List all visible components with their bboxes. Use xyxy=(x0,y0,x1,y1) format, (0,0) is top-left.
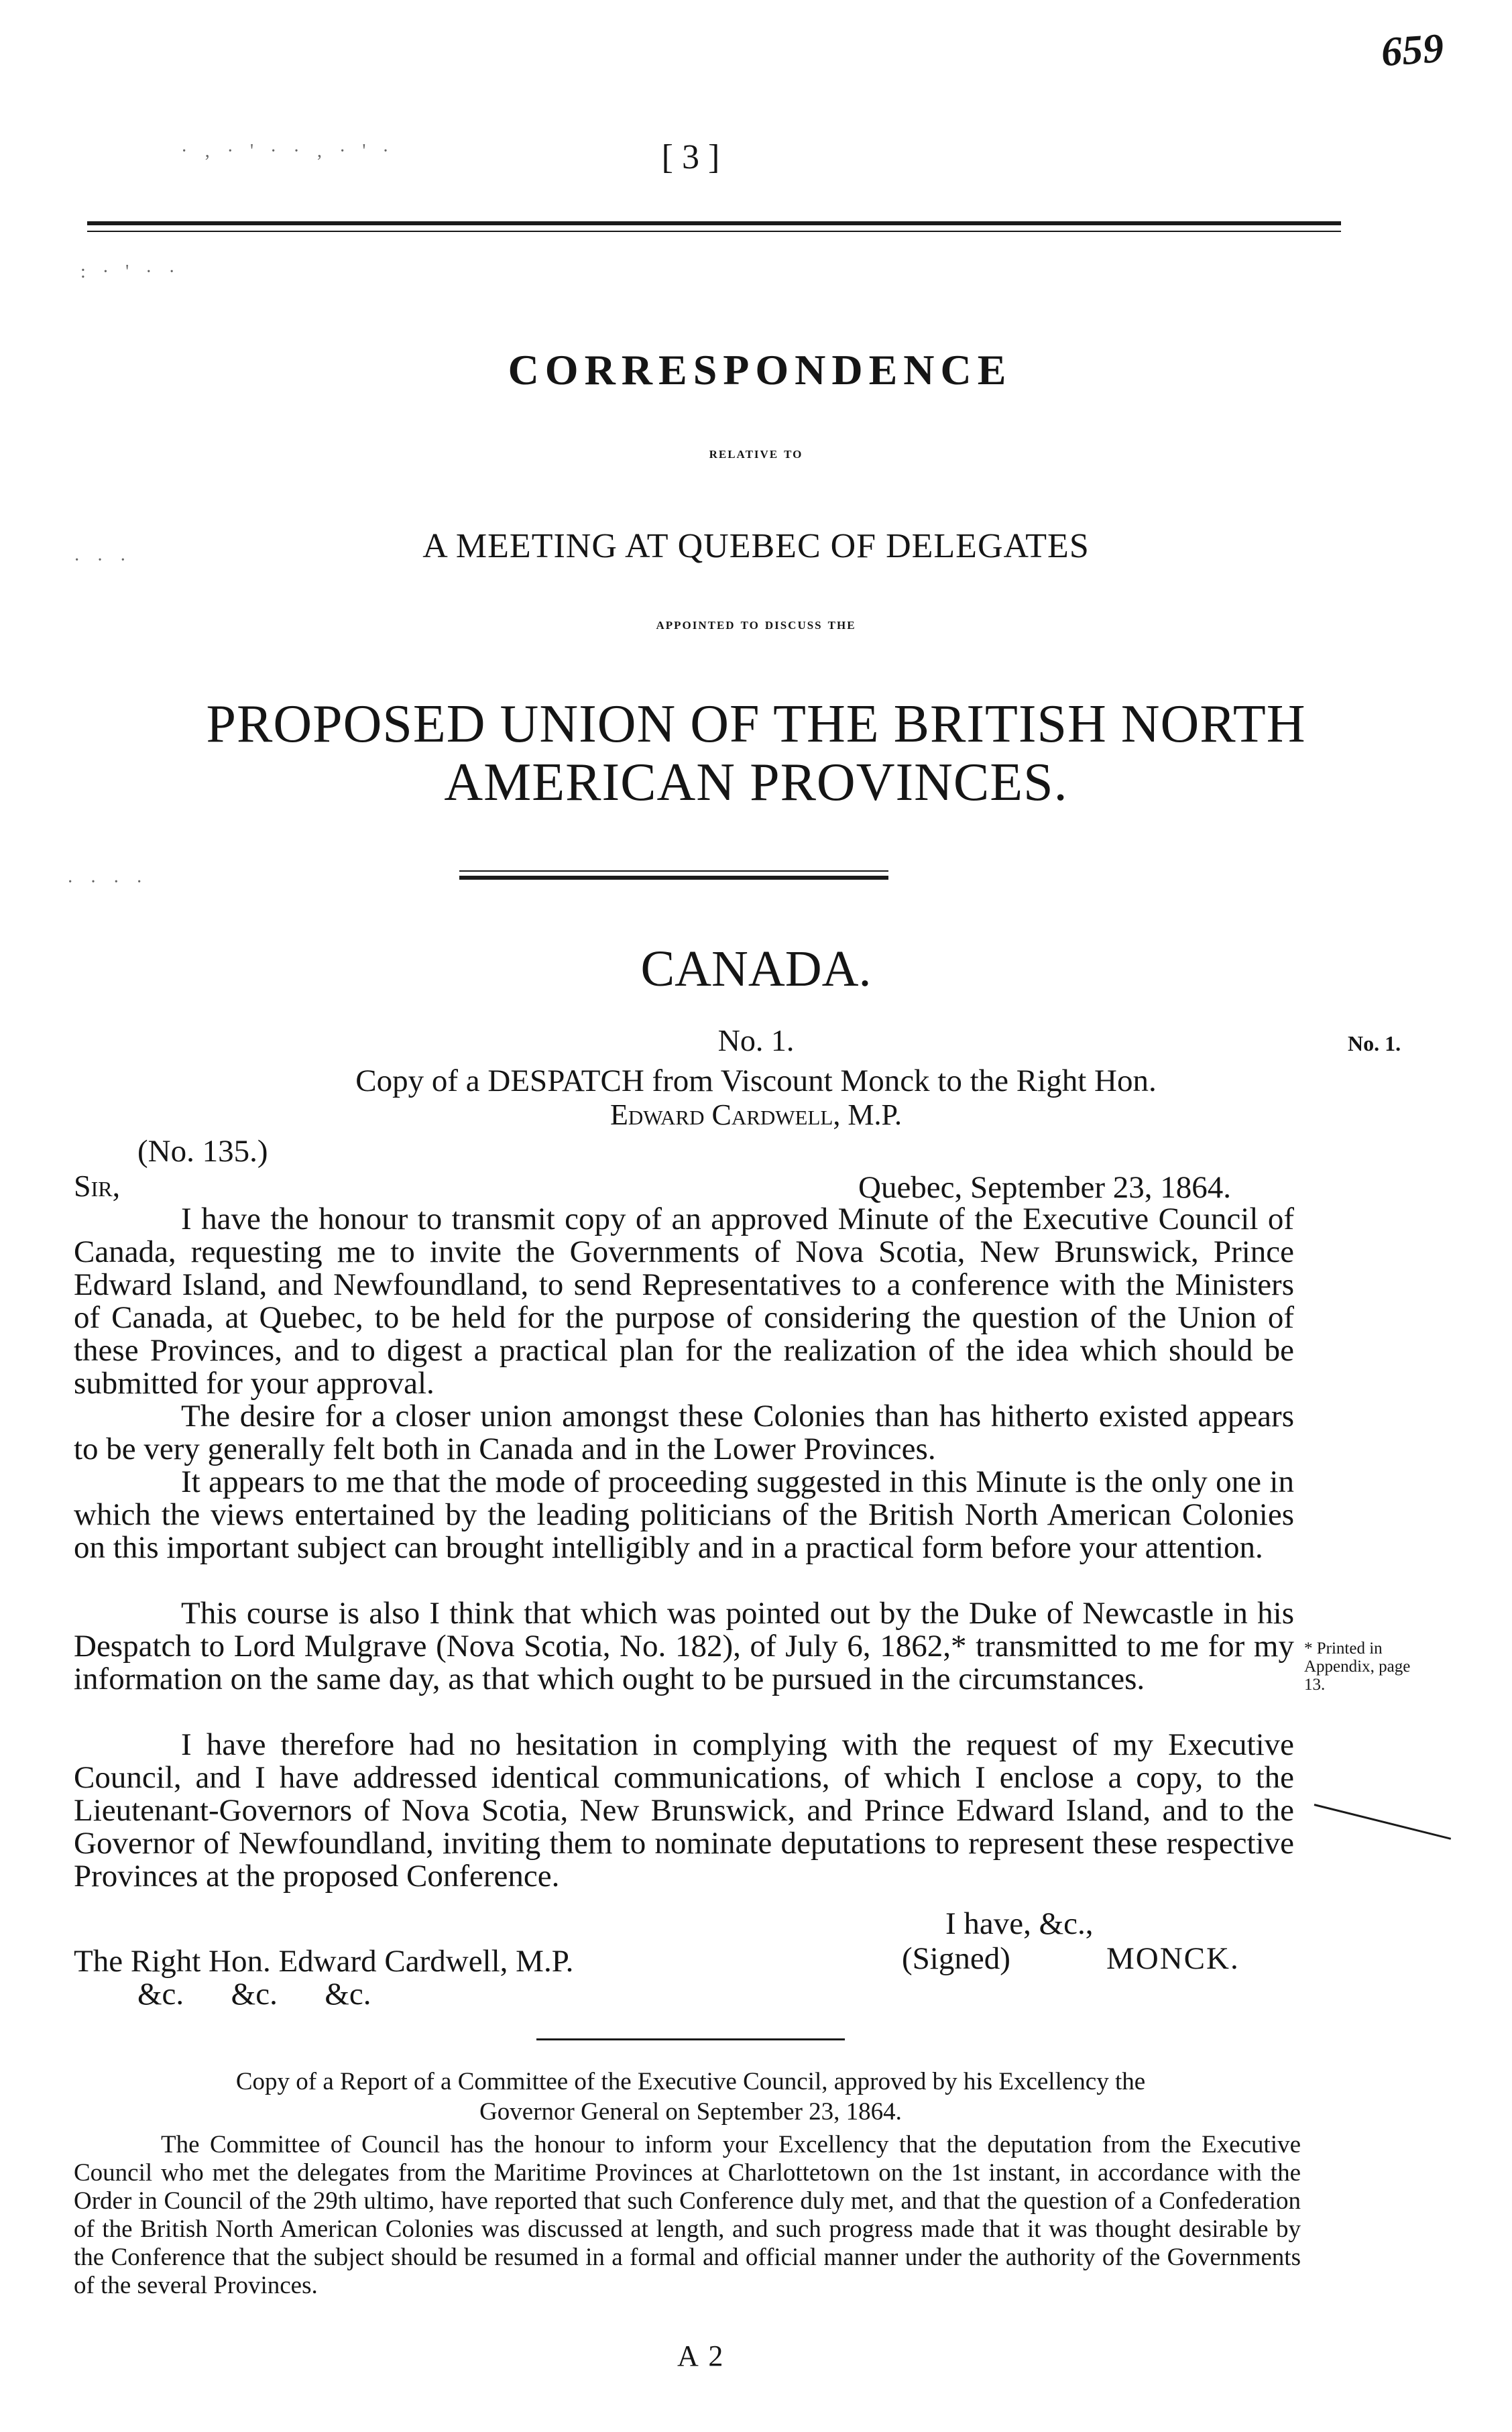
despatch-paragraph: The desire for a closer union amongst these Colonies than has hitherto existed appears to be very generally felt both in Canada and in the Lower Provinces. xyxy=(74,1399,1294,1466)
header-rule-thin xyxy=(87,231,1341,232)
title-appointed: appointed to discuss the xyxy=(656,616,856,633)
header-rule-thick xyxy=(87,221,1341,225)
signature-mark: A 2 xyxy=(677,2339,725,2372)
place-date: Quebec, September 23, 1864. xyxy=(858,1170,1232,1205)
scan-specks: · ‚ · ' · · ‚ · ' · xyxy=(181,141,395,162)
scan-specks: · · · xyxy=(74,550,132,571)
report-heading-line1: Copy of a Report of a Committee of the Executive Council, approved by his Excellency the xyxy=(235,2068,1146,2095)
report-paragraph: The Committee of Council has the honour to inform your Excellency that the deputation from the Executive Council who met the delegates from the Maritime Provinces at Charlottetown on the 1st instant, in accordance with the Order in Council of the 29th ultimo, have reported that such Conference duly met, and that the question of a Confederation of the British North American Colonies was discussed at length, and such progress made that it was thought desirable by the Conference that the subject should be resumed in a formal and official manner under the authority of the Governments of the several Provinces. xyxy=(74,2131,1301,2299)
title-relative-to: relative to xyxy=(709,445,803,462)
salutation: Sir, xyxy=(74,1169,121,1203)
closing-line: I have, &c., xyxy=(945,1906,1094,1941)
margin-note-appendix: * Printed in Appendix, page 13. xyxy=(1304,1639,1411,1694)
margin-despatch-number: No. 1. xyxy=(1348,1031,1401,1055)
despatch-paragraph: I have the honour to transmit copy of an approved Minute of the Executive Council of Canada, requesting me to invite the Governments of Nova Scotia, New Brunswick, Prince Edward Island, and Newfoundland, to send Representatives to a conference with the Ministers of Canada, at Quebec, to be held for the purpose of considering the question of the Union of these Provinces, and to digest a practical plan for the realization of the idea which should be submitted for your approval. xyxy=(74,1202,1294,1401)
section-divider xyxy=(536,2038,845,2040)
title-rule-thin xyxy=(459,870,888,872)
despatch-number: No. 1. xyxy=(717,1023,795,1057)
title-rule-thick xyxy=(459,876,888,880)
title-union-line1: PROPOSED UNION OF THE BRITISH NORTH xyxy=(206,695,1306,754)
report-heading-line2: Governor General on September 23, 1864. xyxy=(479,2098,902,2126)
pen-stroke xyxy=(1314,1804,1451,1840)
scan-specks: : · ' · · xyxy=(80,262,181,282)
signer-name: MONCK. xyxy=(1106,1941,1240,1976)
addressee: The Right Hon. Edward Cardwell, M.P. xyxy=(74,1944,574,1979)
page-number: [ 3 ] xyxy=(661,138,720,176)
signed-label: (Signed) xyxy=(902,1941,1010,1976)
title-union-line2: AMERICAN PROVINCES. xyxy=(444,753,1068,812)
despatch-paragraph: It appears to me that the mode of proceeding suggested in this Minute is the only one in which the views entertained by the leading politicians of the British North American Colonies on this important subject can brought intelligibly and in a practical form before your attention. xyxy=(74,1464,1294,1565)
folio-number: 659 xyxy=(1379,25,1446,76)
section-heading: CANADA. xyxy=(640,941,872,997)
title-meeting: A MEETING AT QUEBEC OF DELEGATES xyxy=(422,527,1090,565)
despatch-paragraph: I have therefore had no hesitation in complying with the request of my Executive Council, and I have addressed identical communications, of which I enclose a copy, to the Lieutenant-Governors of Nova Scotia, New Brunswick, and Prince Edward Island, and to the Governor of Newfoundland, inviting them to nominate deputations to represent these respective Provinces at the proposed Conference. xyxy=(74,1727,1294,1894)
scan-specks: · · · · xyxy=(67,872,149,892)
despatch-reference: (No. 135.) xyxy=(137,1134,268,1169)
despatch-heading-line1: Copy of a DESPATCH from Viscount Monck to the Right Hon. xyxy=(355,1063,1157,1098)
title-correspondence: CORRESPONDENCE xyxy=(508,346,1012,394)
despatch-heading-line2: Edward Cardwell, M.P. xyxy=(609,1098,903,1131)
addressee-etc: &c. &c. &c. xyxy=(137,1977,371,2012)
despatch-paragraph: This course is also I think that which was pointed out by the Duke of Newcastle in his Despatch to Lord Mulgrave (Nova Scotia, No. 182), of July 6, 1862,* transmitted to me for my information on the same day, as that which ought to be pursued in the circumstances. xyxy=(74,1596,1294,1696)
